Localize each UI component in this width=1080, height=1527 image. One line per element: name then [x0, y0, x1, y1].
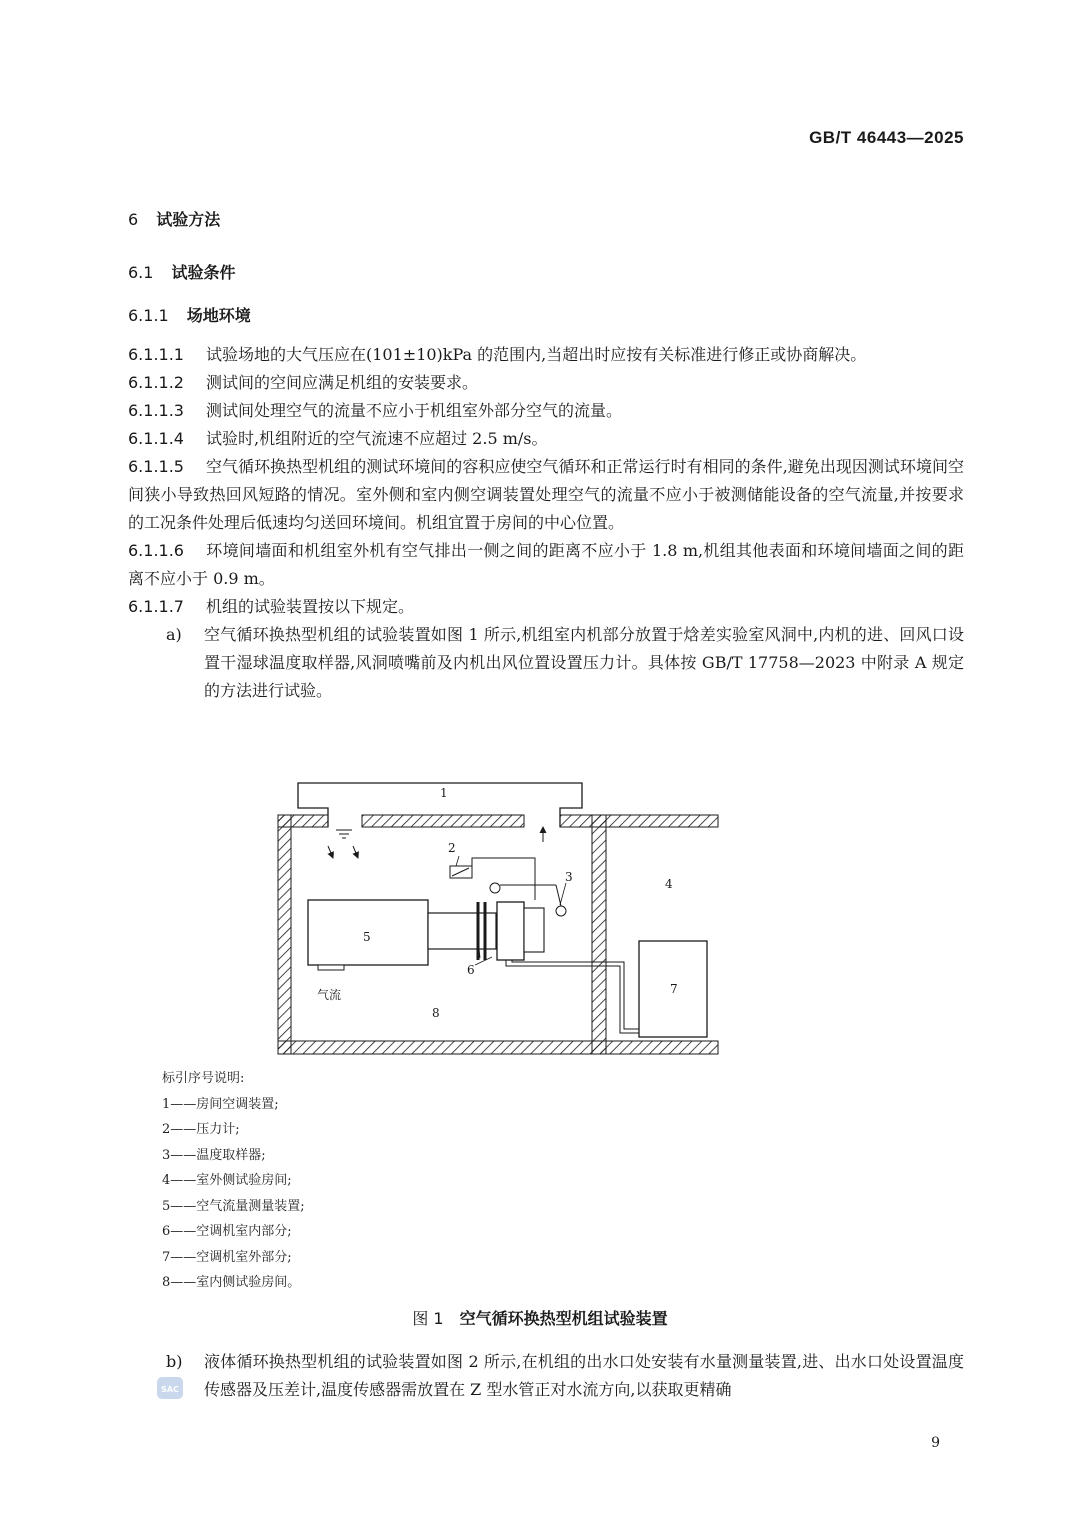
sac-logo [157, 1377, 183, 1399]
legend-title: 标引序号说明: [162, 1071, 245, 1086]
refrigerant-pipe [506, 960, 639, 1033]
label-8: 8 [432, 1006, 440, 1020]
legend-item: 5——空气流量测量装置; [162, 1198, 305, 1214]
clause-number: 6.1.1.2 [128, 373, 184, 392]
section-number: 6.1 [128, 263, 154, 282]
clause-6-1-1-5 [128, 453, 964, 537]
figure-legend [162, 1066, 305, 1296]
clause-6-1-1-1 [128, 341, 964, 369]
clause-list [128, 341, 964, 705]
clause-number: 6.1.1.1 [128, 345, 184, 364]
section-number: 6 [128, 210, 139, 229]
pressure-line [472, 858, 535, 900]
legend-item: 7——空调机室外部分; [162, 1249, 292, 1265]
clause-6-1-1-4 [128, 425, 964, 453]
test-setup-diagram [270, 772, 720, 1060]
clause-number: 6.1.1.6 [128, 541, 184, 560]
clause-number: 6.1.1.3 [128, 401, 184, 420]
section-title: 试验条件 [171, 263, 236, 282]
airflow-arrows [328, 827, 543, 858]
indoor-unit-outlet [524, 908, 544, 952]
legend-item: 3——温度取样器; [162, 1147, 266, 1163]
legend-item: 4——室外侧试验房间; [162, 1173, 292, 1188]
clause-text: 机组的试验装置按以下规定。 [206, 597, 415, 616]
list-item-a [128, 621, 964, 705]
water-level-symbol [336, 830, 352, 838]
clause-text: 空气循环换热型机组的测试环境间的容积应使空气循环和正常运行时有相同的条件,避免出现因测试环境间空间狭小导致热回风短路的情况。室外侧和室内侧空调装置处理空气的流量不应小于被测储能设备的空气流量,并按要求的工况条件处理后低速均匀送回环境间。机组宜置于房间的中心位置。 [128, 457, 964, 532]
label-3: 3 [565, 870, 573, 884]
label-1: 1 [440, 786, 448, 800]
figure-caption [0, 1306, 1080, 1329]
clause-number: 6.1.1.7 [128, 597, 184, 616]
label-7: 7 [670, 982, 678, 996]
clause-text: 环境间墙面和机组室外机有空气排出一侧之间的距离不应小于 1.8 m,机组其他表面和环境间墙面之间的距离不应小于 0.9 m。 [128, 541, 964, 588]
item-marker: b) [166, 1352, 183, 1371]
section-heading-6-1-1 [128, 303, 251, 326]
clause-text: 测试间的空间应满足机组的安装要求。 [206, 373, 479, 392]
clause-number: 6.1.1.5 [128, 457, 184, 476]
item-text: 空气循环换热型机组的试验装置如图 1 所示,机组室内机部分放置于焓差实验室风洞中,内机的进、回风口设置干湿球温度取样器,风洞喷嘴前及内机出风位置设置压力计。具体按 GB/T 17758—2023 中附录 A 规定的方法进行试验。 [204, 625, 964, 700]
legend-item: 8——室内侧试验房间。 [162, 1275, 301, 1290]
legend-item: 1——房间空调装置; [162, 1096, 279, 1112]
indoor-unit [497, 902, 524, 960]
label-5: 5 [363, 930, 371, 944]
clause-text: 测试间处理空气的流量不应小于机组室外部分空气的流量。 [206, 401, 623, 420]
clause-6-1-1-6 [128, 537, 964, 593]
section-title: 试验方法 [156, 210, 221, 229]
leader-line [560, 883, 566, 905]
item-marker: a) [166, 625, 182, 644]
leader-line [456, 856, 459, 866]
standard-number: GB/T 46443—2025 [809, 128, 964, 147]
airflow-outlet [318, 965, 344, 970]
clause-number: 6.1.1.4 [128, 429, 184, 448]
clause-text: 试验场地的大气压应在(101±10)kPa 的范围内,当超出时应按有关标准进行修正或协商解决。 [206, 345, 867, 364]
clause-6-1-1-7 [128, 593, 964, 621]
label-airflow: 气流 [317, 988, 342, 1002]
item-b-paragraph [128, 1348, 964, 1404]
section-title: 场地环境 [186, 306, 251, 325]
figure-number: 图 1 [412, 1309, 444, 1328]
section-heading-6-1 [128, 260, 235, 283]
clause-6-1-1-2 [128, 369, 964, 397]
clause-text: 试验时,机组附近的空气流速不应超过 2.5 m/s。 [206, 429, 548, 448]
item-text: 液体循环换热型机组的试验装置如图 2 所示,在机组的出水口处安装有水量测量装置,进、出水口处设置温度传感器及压差计,温度传感器需放置在 Z 型水管正对水流方向,以获取更精确 [204, 1352, 964, 1399]
figure-title: 空气循环换热型机组试验装置 [459, 1309, 668, 1328]
list-item-b [128, 1348, 964, 1404]
clause-6-1-1-3 [128, 397, 964, 425]
section-heading-6 [128, 207, 220, 230]
sac-logo-text: SAC [161, 1385, 179, 1394]
page-number: 9 [931, 1435, 940, 1451]
legend-item: 2——压力计; [162, 1122, 240, 1137]
label-2: 2 [448, 841, 456, 855]
label-6: 6 [467, 963, 475, 977]
label-4: 4 [665, 877, 673, 891]
legend-item: 6——空调机室内部分; [162, 1224, 292, 1239]
section-number: 6.1.1 [128, 306, 169, 325]
